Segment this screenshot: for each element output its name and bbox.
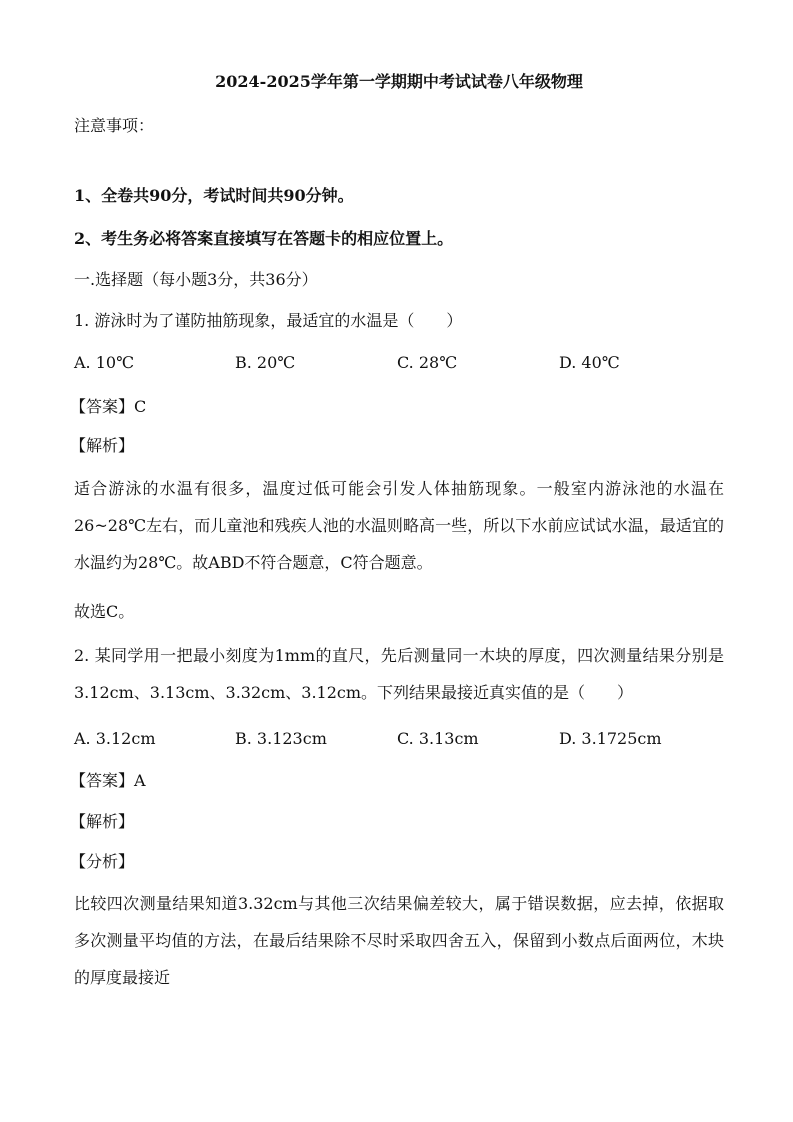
question-2-stem: 2. 某同学用一把最小刻度为1mm的直尺，先后测量同一木块的厚度，四次测量结果分别是3.12cm、3.13cm、3.32cm、3.12cm。下列结果最接近真实值的是（ ） [74,646,724,702]
question-1-option-d: D. 40℃ [559,353,620,372]
question-1-answer: 【答案】C [70,397,147,416]
question-1-analysis: 适合游泳的水温有很多，温度过低可能会引发人体抽筋现象。一般室内游泳池的水温在26~28℃左右，而儿童池和残疾人池的水温则略高一些，所以下水前应试试水温，最适宜的水温约为28℃。故ABD不符合题意，C符合题意。 [74,479,724,572]
question-1-option-a: A. 10℃ [74,353,134,372]
section-heading: 一.选择题（每小题3分，共36分） [74,270,318,289]
question-2-option-a: A. 3.12cm [74,729,156,748]
question-1-option-b: B. 20℃ [235,353,296,372]
question-1-option-c: C. 28℃ [397,353,458,372]
notice-item-1: 1、全卷共90分，考试时间共90分钟。 [74,186,354,205]
question-2-option-d: D. 3.1725cm [559,729,662,748]
question-2-fenxi-label: 【分析】 [70,852,135,871]
question-2-analysis-label: 【解析】 [70,812,135,831]
notice-item-2: 2、考生务必将答案直接填写在答题卡的相应位置上。 [74,229,454,248]
question-2-option-b: B. 3.123cm [235,729,327,748]
question-2-fenxi: 比较四次测量结果知道3.32cm与其他三次结果偏差较大，属于错误数据，应去掉，依据取多次测量平均值的方法，在最后结果除不尽时采取四舍五入，保留到小数点后面两位，木块的厚度最接近 [74,894,724,987]
question-1-conclusion: 故选C。 [74,602,135,621]
question-2-answer: 【答案】A [70,771,146,790]
question-1-analysis-label: 【解析】 [70,436,135,455]
notice-heading: 注意事项： [74,116,155,135]
page-title: 2024-2025学年第一学期期中考试试卷八年级物理 [215,72,583,91]
question-2-option-c: C. 3.13cm [397,729,479,748]
question-1-stem: 1. 游泳时为了谨防抽筋现象，最适宜的水温是（ ） [74,311,463,330]
